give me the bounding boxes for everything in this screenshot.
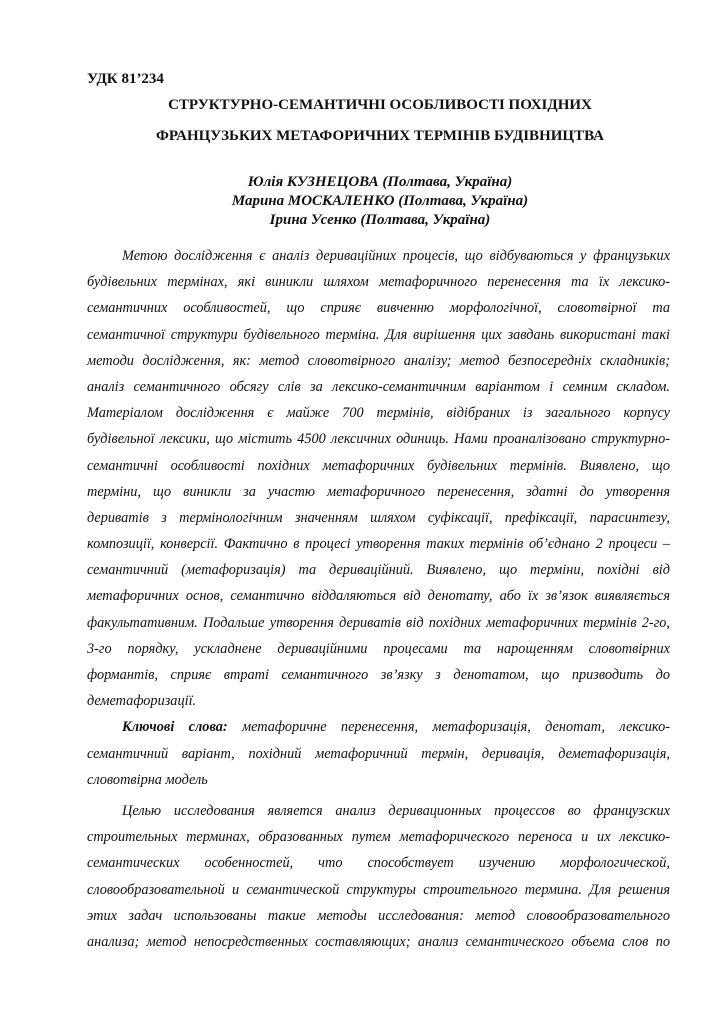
abstract-line: Матеріалом дослідження є майже 700 термінів, відібраних із загального корпусу — [87, 405, 670, 422]
keywords-line: словотвірна модель — [87, 771, 208, 788]
abstract-line: семантичний (метафоризація) та дериваційний. Виявлено, що терміни, похідні від — [87, 562, 670, 579]
abstract-line: формантів, сприяє втраті семантичного зв’язку з денотатом, що призводить до — [87, 667, 670, 683]
abstract-line: факультативним. Подальше утворення дериватів від похідних метафоричних термінів 2-го, — [87, 614, 670, 631]
keywords-text: метафоричне перенесення, метафоризація, денотат, лексико- — [227, 719, 670, 736]
abstract-line: анализа; метод непосредственных составляющих; анализ семантического объема слов по — [87, 933, 670, 950]
keywords-line — [87, 714, 670, 740]
article-title-line-2: ФРАНЦУЗЬКИХ МЕТАФОРИЧНИХ ТЕРМІНІВ БУДІВНИЦТВА — [156, 128, 604, 144]
abstract-line: словообразовательной и семантической структуры строительного термина. Для решения — [87, 881, 670, 898]
abstract-line: 3-го порядку, ускладнене дериваційними процесами та нарощенням словотвірних — [87, 640, 670, 657]
keywords-line: семантичний варіант, похідний метафоричний термін, деривація, деметафоризація, — [87, 745, 670, 762]
author-3: Ірина Усенко (Полтава, Україна) — [269, 212, 491, 228]
abstract-line: будівельних термінах, які виникли шляхом метафоричного перенесення та їх лексико- — [87, 274, 670, 291]
abstract-line: Метою дослідження є аналіз дериваційних процесів, що відбуваються у французьких — [122, 248, 670, 264]
abstract-line: семантичних особливостей, що сприяє вивченню морфологічної, словотвірної та — [87, 300, 670, 317]
abstract-line: дериватів з термінологічним значенням шляхом суфіксації, префіксації, парасинтезу, — [87, 509, 670, 526]
udk-code: УДК 81’234 — [87, 71, 164, 87]
author-1: Юлія КУЗНЕЦОВА (Полтава, Україна) — [247, 174, 513, 190]
abstract-line: терміни, що виникли за участю метафоричного перенесення, здатні до утворення — [87, 483, 670, 500]
article-title-line-1: СТРУКТУРНО-СЕМАНТИЧНІ ОСОБЛИВОСТІ ПОХІДНИХ — [168, 97, 592, 113]
abstract-line: методи дослідження, як: метод словотвірного аналізу; метод безпосередніх складників; — [87, 352, 670, 369]
abstract-line: метафоричних основ, семантично віддаляються від денотату, або їх зв’язок виявляється — [87, 588, 670, 605]
abstract-line: этих задач использованы такие методы исследования: метод словообразовательного — [87, 907, 670, 924]
abstract-line: семантичні особливості похідних метафоричних будівельних термінів. Виявлено, що — [87, 457, 670, 474]
abstract-russian — [87, 798, 670, 955]
abstract-line: Целью исследования является анализ деривационных процессов во французских — [122, 803, 670, 819]
abstract-line: семантических особенностей, что способствует изучению морфологической, — [87, 855, 670, 872]
abstract-ukrainian — [87, 243, 670, 793]
keywords-label: Ключові слова: — [122, 719, 228, 736]
abstract-line: композиції, конверсії. Фактично в процесі утворення таких термінів об’єднано 2 процеси – — [87, 536, 670, 553]
abstract-line: будівельної лексики, що містить 4500 лексичних одиниць. Нами проаналізовано структурно- — [87, 431, 670, 448]
abstract-line: строительных терминах, образованных путем метафорического переноса и их лексико- — [87, 829, 670, 846]
abstract-line: аналіз семантичного обсягу слів за лексико-семантичним варіантом і семним складом. — [87, 378, 670, 395]
abstract-line: семантичної структури будівельного терміна. Для вирішення цих завдань використані такі — [87, 326, 670, 343]
abstract-line: деметафоризації. — [87, 693, 197, 710]
author-2: Марина МОСКАЛЕНКО (Полтава, Україна) — [231, 193, 529, 209]
